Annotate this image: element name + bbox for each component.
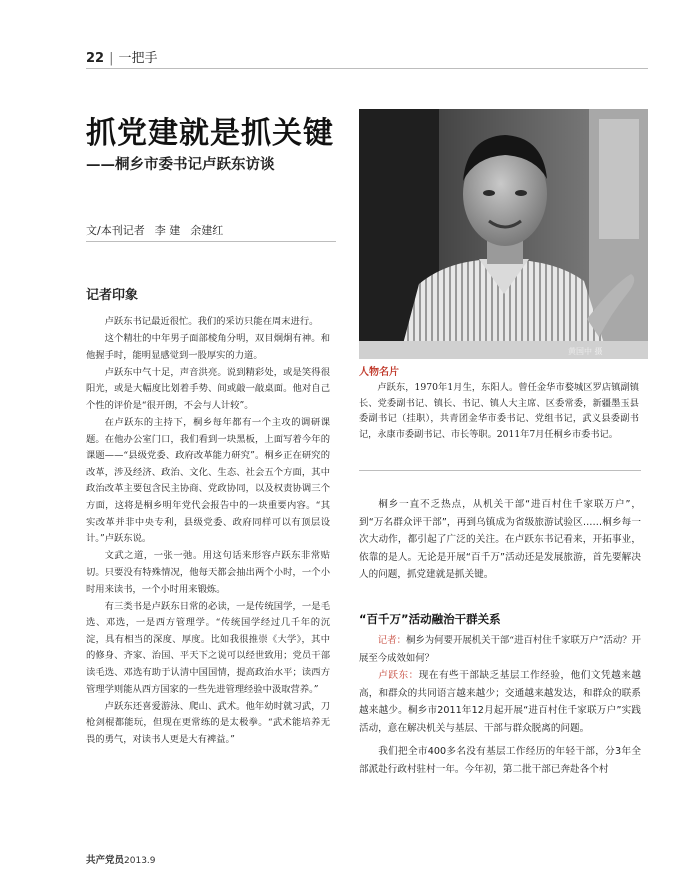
byline-role: 文/本刊记者 [86,224,145,237]
closing-paragraph: 我们把全市400多名没有基层工作经历的年轻干部，分3年全部派赴行政村驻村一年。今年初，第二批干部已奔赴各个村 [359,746,641,775]
page-footer [86,852,156,866]
section-title-impression: 记者印象 [86,288,139,303]
header-rule [86,68,648,69]
header-separator: | [109,51,114,66]
article-subtitle: ——桐乡市委书记卢跃东访谈 [86,156,275,173]
answer-text: 现在有些干部缺乏基层工作经验，他们文凭越来越高，和群众的共同语言越来越少；交通越来越发达，和群众的联系越来越少。桐乡市2011年12月起开展“进百村住千家联万户”实践活动，意在解决机关与基层、干部与群众脱离的问题。 [359,670,641,734]
question-text: 桐乡为何要开展机关干部“进百村住千家联万户”活动？开展至今成效如何？ [359,635,641,664]
section-name: 一把手 [118,51,158,66]
paragraph: 文武之道，一张一弛。用这句话来形容卢跃东非常贴切。只要没有特殊情况，他每天都会抽出两个小时，一个小时用来读书，一个小时用来锻炼。 [86,550,330,595]
article-title: 抓党建就是抓关键 [86,116,334,151]
speaker-lu: 卢跃东： [378,670,419,681]
paragraph: 在卢跃东的主持下，桐乡每年都有一个主攻的调研课题。在他办公室门口，我们看到一块黑板，上面写着今年的课题——“县级党委、政府改革能力研究”。桐乡正在研究的改革，涉及经济、政治、文化、生态、社会五个方面，其中政治改革主要包含民主协商、党政协同，以及权责协调三个方面，这将是桐乡明年党代会报告中的一块重要内容。“其实改革并非中央专利，县级党委、政府同样可以有顶层设计。”卢跃东说。 [86,417,330,545]
portrait-photo [359,109,648,359]
portrait-photo-image [359,109,648,359]
paragraph: 卢跃东书记最近很忙。我们的采访只能在周末进行。 [104,316,319,327]
byline-author-2: 余建红 [190,224,224,237]
profile-title: 人物名片 [359,367,399,378]
left-column [86,314,330,749]
paragraph: 卢跃东中气十足，声音洪亮。说到精彩处，或是笑得很阳光，或是大幅度比划着手势、间或敲一敲桌面。他对自己个性的评价是“很开朗，不会与人计较”。 [86,366,330,411]
paragraph: 卢跃东还喜爱游泳、爬山、武术。他年幼时就习武，刀枪剑棍都能玩，但现在更常练的是太极拳。“武术能培养无畏的勇气，对读书人更是大有裨益。” [86,700,330,745]
byline [86,222,233,238]
page-header [86,47,158,66]
magazine-logo: 共产党员 [86,855,125,866]
paragraph: 有三类书是卢跃东日常的必读，一是传统国学，一是毛选、邓选，一是西方管理学。“传统国学经过几千年的沉淀，具有相当的深度、厚度。比如我很推崇《大学》，其中的修身、齐家、治国、平天下之说可以经世致用；党员干部读毛选、邓选有助于认清中国国情，提高政治水平；读西方管理学则能从西方国家的一些先进管理经验中汲取营养。” [86,600,330,695]
qa-block [359,632,641,778]
byline-author-1: 李 建 [154,224,181,237]
question [359,632,641,667]
section-heading: “百千万”活动融治干群关系 [359,612,501,626]
paragraph: 这个精壮的中年男子面部棱角分明，双目炯炯有神。和他握手时，能明显感觉到一股厚实的力道。 [86,333,330,361]
profile-rule [359,470,641,471]
intro-text [359,496,641,584]
profile-text: 卢跃东，1970年1月生，东阳人。曾任金华市婺城区罗店镇副镇长、党委副书记、镇长、书记、镇人大主席、区委常委，新疆墨玉县委副书记（挂职），共青团金华市委书记、党组书记，武义县委副书记，永康市委副书记、市长等职。2011年7月任桐乡市委书记。 [359,382,639,440]
answer [359,667,641,737]
speaker-reporter: 记者： [377,635,406,646]
intro-paragraph: 桐乡一直不乏热点，从机关干部“进百村住千家联万户”，到“万名群众评干部”，再到乌镇成为省级旅游试验区……桐乡每一次大动作，都引起了广泛的关注。在卢跃东书记看来，开拓事业，依靠的是人。无论是开展“百千万”活动还是发展旅游，首先要解决人的问题，抓党建就是抓关键。 [359,499,641,580]
page-number: 22 [86,51,105,66]
photo-credit: 黄国中 摄 [568,347,603,356]
byline-rule [86,241,336,242]
issue-date: 2013.9 [124,856,156,866]
